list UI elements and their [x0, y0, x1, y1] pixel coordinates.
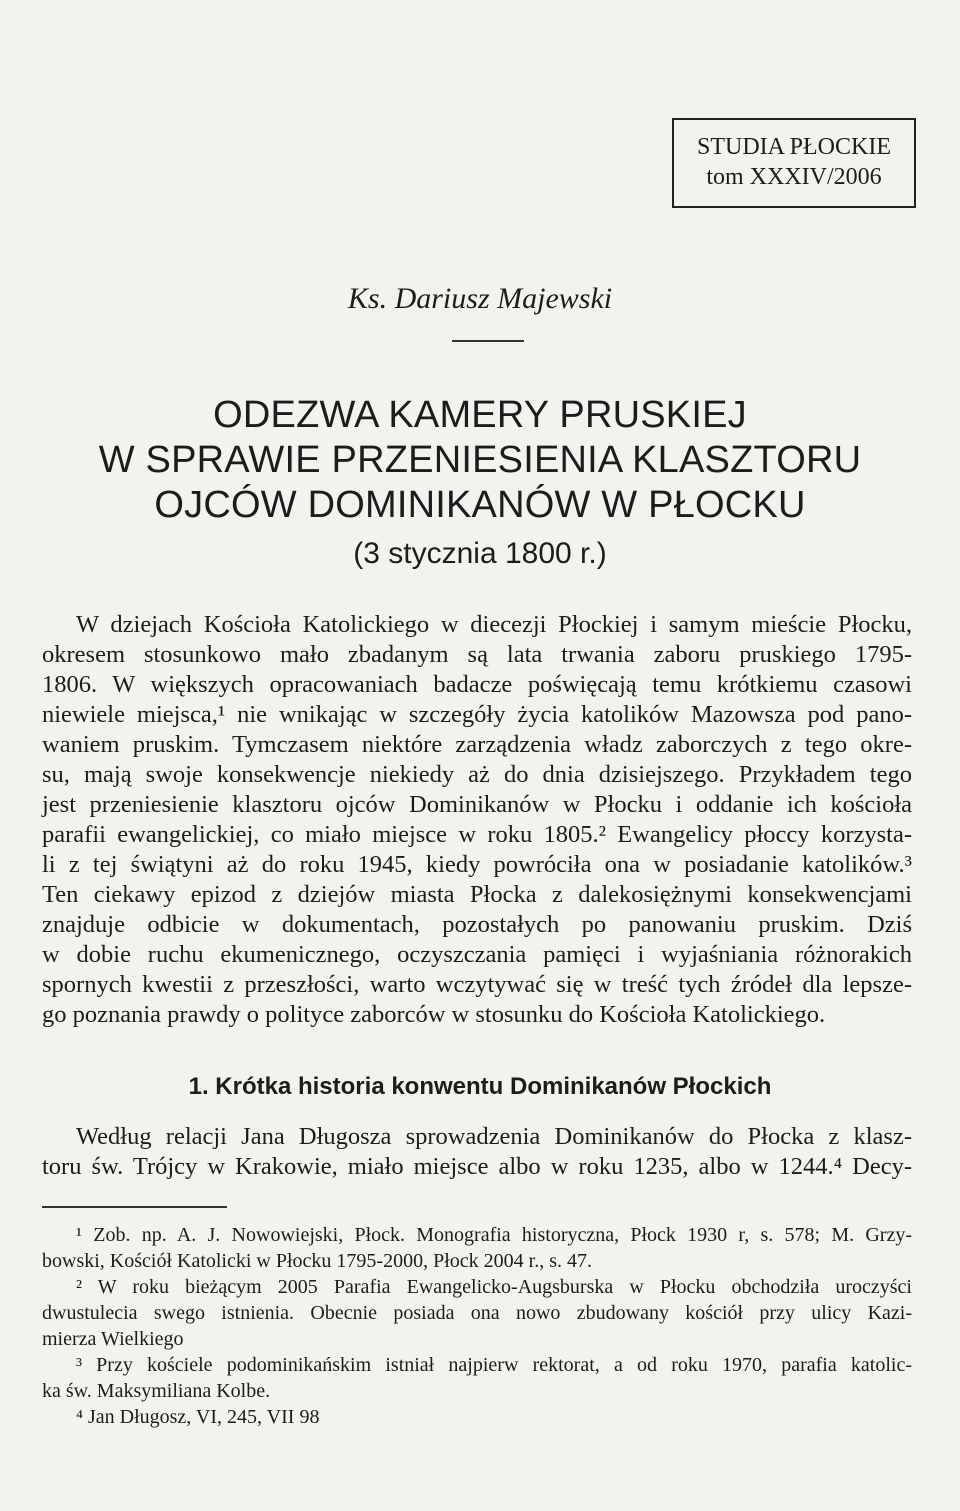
journal-header-box: [672, 118, 916, 208]
text-line: W dziejach Kościoła Katolickiego w diecezji Płockiej i samym mieście Płocku,: [76, 611, 912, 638]
footnote-divider: [42, 1206, 227, 1208]
footnote-line: ka św. Maksymiliana Kolbe.: [42, 1380, 271, 1402]
footnote-line: ⁴ Jan Długosz, VI, 245, VII 98: [76, 1406, 320, 1428]
title-line-1: ODEZWA KAMERY PRUSKIEJ: [213, 394, 747, 436]
text-line: niewiele miejsca,¹ nie wnikając w szczegóły życia katolików Mazowsza pod pano-: [42, 701, 912, 728]
section-heading: 1. Krótka historia konwentu Dominikanów Płockich: [188, 1073, 772, 1100]
footnote-line: dwustulecia swego istnienia. Obecnie posiada ona nowo zbudowany kościół przy ulicy Kazi-: [42, 1302, 912, 1324]
text-line: 1806. W większych opracowaniach badacze poświęcają temu krótkiemu czasowi: [42, 671, 912, 698]
footnote-line: ³ Przy kościele podominikańskim istniał najpierw rektorat, a od roku 1970, parafia katolic-: [76, 1354, 912, 1376]
text-line: okresem stosunkowo mało zbadanym są lata trwania zaboru pruskiego 1795-: [42, 641, 912, 668]
intro-paragraph: [42, 610, 912, 1030]
article-title: [0, 393, 960, 528]
text-line: znajduje odbicie w dokumentach, pozostałych po panowaniu pruskim. Dziś: [42, 911, 912, 938]
text-line: waniem pruskim. Tymczasem niektóre zarządzenia władz zaborczych z tego okre-: [42, 731, 912, 758]
text-line: spornych kwestii z przeszłości, warto wczytywać się w treść tych źródeł dla lepsze-: [42, 971, 912, 998]
text-line: toru św. Trójcy w Krakowie, miało miejsce albo w roku 1235, albo w 1244.⁴ Decy-: [42, 1153, 912, 1180]
text-line: parafii ewangelickiej, co miało miejsce w roku 1805.² Ewangelicy płoccy korzysta-: [42, 821, 912, 848]
author-name: Ks. Dariusz Majewski: [347, 282, 613, 315]
journal-name: STUDIA PŁOCKIE: [696, 134, 891, 160]
journal-volume: tom XXXIV/2006: [706, 164, 882, 190]
footnote-line: ¹ Zob. np. A. J. Nowowiejski, Płock. Monografia historyczna, Płock 1930 r, s. 578; M. Grzy-: [76, 1224, 912, 1246]
text-line: go poznania prawdy o polityce zaborców w stosunku do Kościoła Katolickiego.: [42, 1001, 826, 1028]
text-line: w dobie ruchu ekumenicznego, oczyszczania pamięci i wyjaśniania różnorakich: [42, 941, 912, 968]
author-divider: [452, 340, 524, 342]
section-paragraph: [42, 1122, 912, 1182]
title-line-2: W SPRAWIE PRZENIESIENIA KLASZTORU: [98, 439, 862, 481]
footnote-line: mierza Wielkiego: [42, 1328, 184, 1350]
text-line: su, mają swoje konsekwencje niekiedy aż do dnia dzisiejszego. Przykładem tego: [42, 761, 912, 788]
footnotes: [42, 1222, 912, 1430]
title-line-3: OJCÓW DOMINIKANÓW W PŁOCKU: [154, 484, 806, 526]
text-line: jest przeniesienie klasztoru ojców Dominikanów w Płocku i oddanie ich kościoła: [42, 791, 912, 818]
text-line: Ten ciekawy epizod z dziejów miasta Płocka z dalekosiężnymi konsekwencjami: [42, 881, 912, 908]
article-subtitle: (3 stycznia 1800 r.): [353, 537, 607, 570]
footnote-line: bowski, Kościół Katolicki w Płocku 1795-2000, Płock 2004 r., s. 47.: [42, 1250, 592, 1272]
footnote-line: ² W roku bieżącym 2005 Parafia Ewangelicko-Augsburska w Płocku obchodziła uroczyści: [76, 1276, 912, 1298]
text-line: li z tej świątyni aż do roku 1945, kiedy powróciła ona w posiadanie katolików.³: [42, 851, 912, 878]
text-line: Według relacji Jana Długosza sprowadzenia Dominikanów do Płocka z klasz-: [76, 1123, 912, 1150]
